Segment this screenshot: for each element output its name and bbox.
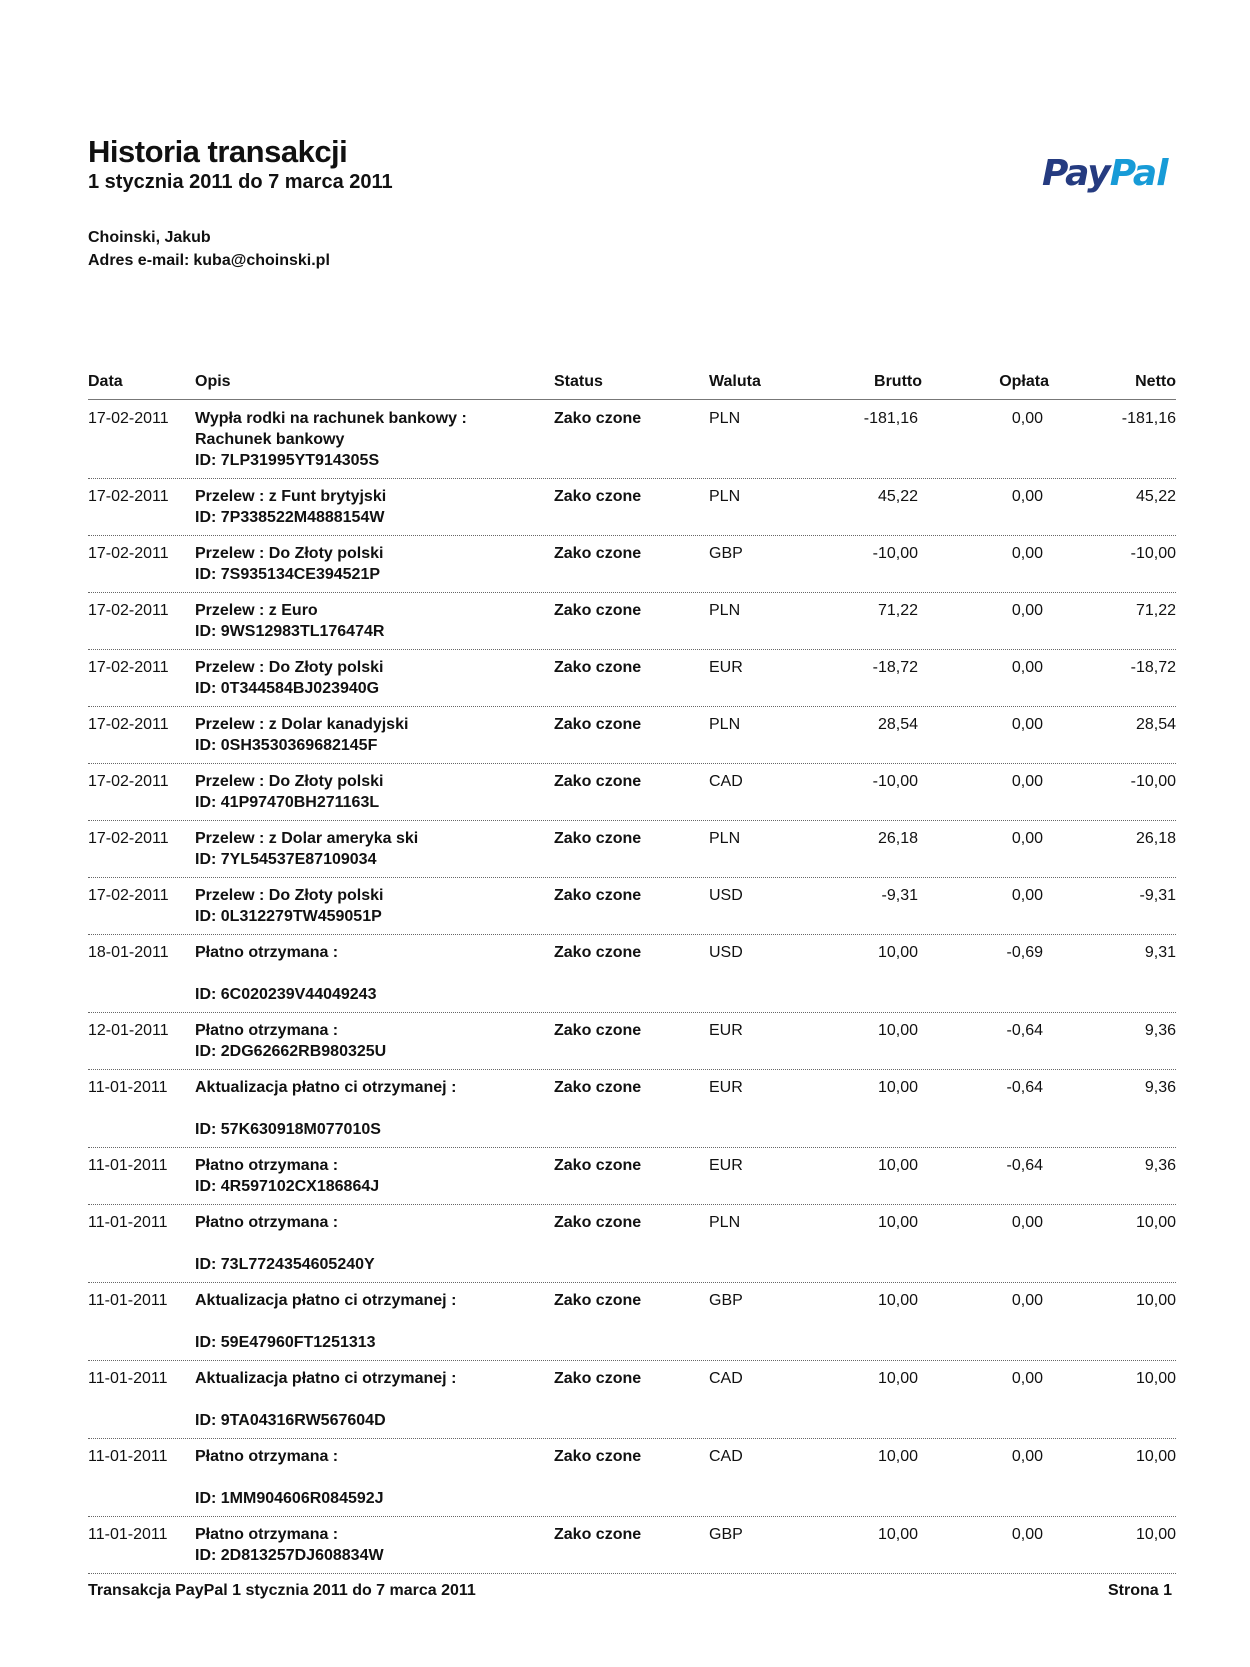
transaction-id: ID: 7LP31995YT914305S — [195, 452, 380, 469]
cell-description — [195, 600, 535, 642]
cell-gross: 10,00 — [877, 1292, 918, 1309]
cell-fee: -0,64 — [1006, 1022, 1043, 1039]
column-header-currency: Waluta — [709, 373, 761, 390]
cell-status: Zako czone — [554, 1157, 642, 1174]
transaction-id: ID: 7S935134CE394521P — [195, 566, 381, 583]
description-line: Przelew : z Dolar kanadyjski — [195, 716, 409, 733]
cell-description — [195, 1446, 535, 1509]
transaction-id: ID: 7P338522M4888154W — [195, 509, 385, 526]
cell-net: -181,16 — [1121, 410, 1176, 427]
cell-description — [195, 408, 535, 471]
transaction-id: ID: 0L312279TW459051P — [195, 908, 382, 925]
cell-status: Zako czone — [554, 1526, 642, 1543]
cell-description — [195, 1212, 535, 1275]
cell-currency: PLN — [709, 488, 741, 505]
cell-description — [195, 771, 535, 813]
transaction-id: ID: 9TA04316RW567604D — [195, 1412, 386, 1429]
table-header — [88, 373, 1176, 400]
description-line: Aktualizacja płatno ci otrzymanej : — [195, 1292, 457, 1309]
cell-fee: 0,00 — [1011, 545, 1043, 562]
cell-date: 17-02-2011 — [88, 773, 169, 790]
table-row — [88, 401, 1176, 479]
cell-currency: USD — [709, 944, 743, 961]
cell-description — [195, 885, 535, 927]
email-value: kuba@choinski.pl — [193, 252, 330, 269]
cell-date: 17-02-2011 — [88, 488, 169, 505]
cell-status: Zako czone — [554, 773, 642, 790]
cell-net: -18,72 — [1130, 659, 1176, 676]
transaction-id: ID: 2DG62662RB980325U — [195, 1043, 387, 1060]
cell-fee: 0,00 — [1011, 1214, 1043, 1231]
description-line: Płatno otrzymana : — [195, 944, 339, 961]
description-line: Przelew : Do Złoty polski — [195, 545, 384, 562]
description-line: Aktualizacja płatno ci otrzymanej : — [195, 1079, 457, 1096]
transaction-id: ID: 7YL54537E87109034 — [195, 851, 377, 868]
statement-period: 1 stycznia 2011 do 7 marca 2011 — [88, 171, 393, 193]
cell-gross: 10,00 — [877, 944, 918, 961]
cell-date: 11-01-2011 — [88, 1214, 168, 1231]
cell-gross: 10,00 — [877, 1448, 918, 1465]
cell-status: Zako czone — [554, 1022, 642, 1039]
cell-fee: 0,00 — [1011, 1448, 1043, 1465]
transaction-id: ID: 0SH3530369682145F — [195, 737, 378, 754]
table-row — [88, 536, 1176, 593]
cell-status: Zako czone — [554, 887, 642, 904]
cell-fee: 0,00 — [1011, 488, 1043, 505]
cell-status: Zako czone — [554, 488, 642, 505]
cell-date: 11-01-2011 — [88, 1370, 168, 1387]
description-line: Aktualizacja płatno ci otrzymanej : — [195, 1370, 457, 1387]
cell-fee: 0,00 — [1011, 887, 1043, 904]
cell-currency: GBP — [709, 545, 743, 562]
cell-description — [195, 1077, 535, 1140]
cell-description — [195, 1020, 535, 1062]
cell-gross: 10,00 — [877, 1022, 918, 1039]
cell-gross: -181,16 — [863, 410, 918, 427]
cell-net: 9,36 — [1144, 1022, 1176, 1039]
cell-currency: CAD — [709, 773, 743, 790]
description-line: Przelew : z Dolar ameryka ski — [195, 830, 419, 847]
cell-gross: 45,22 — [877, 488, 918, 505]
description-line — [195, 1098, 535, 1119]
account-email-line — [88, 252, 330, 270]
table-row — [88, 1517, 1176, 1574]
cell-description — [195, 942, 535, 1005]
table-row — [88, 1013, 1176, 1070]
description-line — [195, 1389, 535, 1410]
cell-currency: EUR — [709, 659, 743, 676]
cell-date: 17-02-2011 — [88, 410, 169, 427]
cell-status: Zako czone — [554, 1448, 642, 1465]
cell-description — [195, 486, 535, 528]
cell-status: Zako czone — [554, 545, 642, 562]
cell-date: 11-01-2011 — [88, 1448, 168, 1465]
transaction-id: ID: 41P97470BH271163L — [195, 794, 380, 811]
cell-net: 9,31 — [1144, 944, 1176, 961]
cell-gross: 10,00 — [877, 1079, 918, 1096]
cell-date: 17-02-2011 — [88, 716, 169, 733]
transaction-id: ID: 1MM904606R084592J — [195, 1490, 384, 1507]
transaction-id: ID: 9WS12983TL176474R — [195, 623, 385, 640]
cell-gross: -9,31 — [881, 887, 918, 904]
cell-net: -10,00 — [1130, 773, 1176, 790]
transaction-id: ID: 59E47960FT1251313 — [195, 1334, 376, 1351]
cell-date: 17-02-2011 — [88, 887, 169, 904]
table-row — [88, 821, 1176, 878]
cell-status: Zako czone — [554, 1079, 642, 1096]
description-line — [195, 1233, 535, 1254]
cell-description — [195, 1368, 535, 1431]
transaction-id: ID: 0T344584BJ023940G — [195, 680, 380, 697]
description-line: Przelew : Do Złoty polski — [195, 659, 384, 676]
cell-status: Zako czone — [554, 716, 642, 733]
cell-gross: 10,00 — [877, 1157, 918, 1174]
cell-date: 12-01-2011 — [88, 1022, 169, 1039]
cell-description — [195, 1155, 535, 1197]
cell-fee: 0,00 — [1011, 716, 1043, 733]
transaction-id: ID: 2D813257DJ608834W — [195, 1547, 384, 1564]
transaction-id: ID: 6C020239V44049243 — [195, 986, 377, 1003]
table-row — [88, 479, 1176, 536]
column-header-date: Data — [88, 373, 123, 390]
table-row — [88, 1283, 1176, 1361]
cell-net: 9,36 — [1144, 1079, 1176, 1096]
cell-gross: 10,00 — [877, 1526, 918, 1543]
description-line: Płatno otrzymana : — [195, 1157, 339, 1174]
cell-gross: 28,54 — [877, 716, 918, 733]
table-row — [88, 650, 1176, 707]
cell-status: Zako czone — [554, 830, 642, 847]
column-header-gross: Brutto — [874, 373, 922, 390]
cell-description — [195, 1290, 535, 1353]
cell-fee: 0,00 — [1011, 1370, 1043, 1387]
column-header-description: Opis — [195, 373, 231, 390]
email-label: Adres e-mail: — [88, 252, 190, 269]
cell-date: 11-01-2011 — [88, 1526, 168, 1543]
cell-fee: 0,00 — [1011, 830, 1043, 847]
cell-currency: PLN — [709, 716, 741, 733]
table-row — [88, 935, 1176, 1013]
cell-currency: PLN — [709, 830, 741, 847]
cell-date: 17-02-2011 — [88, 830, 169, 847]
logo-part-pal: Pal — [1109, 153, 1168, 194]
cell-currency: EUR — [709, 1022, 743, 1039]
description-line: Wypła rodki na rachunek bankowy : — [195, 410, 467, 427]
page-title: Historia transakcji — [88, 134, 348, 169]
description-line — [195, 1311, 535, 1332]
cell-net: 10,00 — [1135, 1214, 1176, 1231]
description-line: Płatno otrzymana : — [195, 1526, 339, 1543]
transactions-table-body — [88, 401, 1176, 1574]
cell-fee: 0,00 — [1011, 1292, 1043, 1309]
description-line: Przelew : Do Złoty polski — [195, 773, 384, 790]
cell-gross: 26,18 — [877, 830, 918, 847]
description-line: Płatno otrzymana : — [195, 1022, 339, 1039]
cell-fee: -0,64 — [1006, 1157, 1043, 1174]
description-line: Płatno otrzymana : — [195, 1448, 339, 1465]
cell-currency: PLN — [709, 1214, 741, 1231]
cell-currency: EUR — [709, 1157, 743, 1174]
cell-gross: -10,00 — [872, 773, 918, 790]
cell-status: Zako czone — [554, 1292, 642, 1309]
column-header-status: Status — [554, 373, 603, 390]
cell-gross: 71,22 — [877, 602, 918, 619]
cell-net: 10,00 — [1135, 1526, 1176, 1543]
table-row — [88, 707, 1176, 764]
cell-date: 17-02-2011 — [88, 659, 169, 676]
account-name: Choinski, Jakub — [88, 229, 211, 246]
cell-currency: EUR — [709, 1079, 743, 1096]
cell-description — [195, 543, 535, 585]
cell-date: 17-02-2011 — [88, 545, 169, 562]
cell-fee: 0,00 — [1011, 602, 1043, 619]
cell-fee: -0,64 — [1006, 1079, 1043, 1096]
description-line: Rachunek bankowy — [195, 431, 345, 448]
paypal-logo — [1042, 153, 1167, 194]
cell-currency: CAD — [709, 1448, 743, 1465]
logo-part-pay: Pay — [1042, 153, 1110, 194]
cell-status: Zako czone — [554, 944, 642, 961]
cell-currency: GBP — [709, 1292, 743, 1309]
table-row — [88, 1439, 1176, 1517]
page-number: Strona 1 — [1107, 1582, 1172, 1599]
cell-date: 11-01-2011 — [88, 1292, 168, 1309]
cell-description — [195, 714, 535, 756]
cell-status: Zako czone — [554, 1214, 642, 1231]
cell-net: 26,18 — [1135, 830, 1176, 847]
column-header-net: Netto — [1135, 373, 1176, 390]
cell-fee: 0,00 — [1011, 410, 1043, 427]
cell-status: Zako czone — [554, 410, 642, 427]
column-header-fee: Opłata — [999, 373, 1049, 390]
table-row — [88, 878, 1176, 935]
table-row — [88, 593, 1176, 650]
cell-currency: PLN — [709, 410, 741, 427]
cell-gross: -18,72 — [872, 659, 918, 676]
cell-gross: 10,00 — [877, 1214, 918, 1231]
cell-net: -9,31 — [1139, 887, 1176, 904]
cell-date: 18-01-2011 — [88, 944, 169, 961]
cell-net: 10,00 — [1135, 1448, 1176, 1465]
description-line — [195, 1467, 535, 1488]
transaction-id: ID: 57K630918M077010S — [195, 1121, 381, 1138]
cell-status: Zako czone — [554, 659, 642, 676]
cell-currency: GBP — [709, 1526, 743, 1543]
cell-fee: 0,00 — [1011, 773, 1043, 790]
description-line: Płatno otrzymana : — [195, 1214, 339, 1231]
table-row — [88, 764, 1176, 821]
cell-description — [195, 1524, 535, 1566]
transaction-id: ID: 4R597102CX186864J — [195, 1178, 380, 1195]
cell-net: 28,54 — [1135, 716, 1176, 733]
cell-date: 11-01-2011 — [88, 1157, 168, 1174]
table-row — [88, 1361, 1176, 1439]
cell-net: 71,22 — [1135, 602, 1176, 619]
cell-description — [195, 828, 535, 870]
cell-fee: 0,00 — [1011, 659, 1043, 676]
table-row — [88, 1205, 1176, 1283]
description-line — [195, 963, 535, 984]
table-row — [88, 1148, 1176, 1205]
cell-currency: CAD — [709, 1370, 743, 1387]
cell-status: Zako czone — [554, 1370, 642, 1387]
cell-status: Zako czone — [554, 602, 642, 619]
cell-net: 9,36 — [1144, 1157, 1176, 1174]
cell-date: 17-02-2011 — [88, 602, 169, 619]
transaction-id: ID: 73L7724354605240Y — [195, 1256, 375, 1273]
cell-net: 10,00 — [1135, 1292, 1176, 1309]
cell-currency: USD — [709, 887, 743, 904]
cell-fee: 0,00 — [1011, 1526, 1043, 1543]
description-line: Przelew : z Funt brytyjski — [195, 488, 387, 505]
cell-net: -10,00 — [1130, 545, 1176, 562]
cell-description — [195, 657, 535, 699]
cell-currency: PLN — [709, 602, 741, 619]
cell-net: 45,22 — [1135, 488, 1176, 505]
cell-fee: -0,69 — [1006, 944, 1043, 961]
description-line: Przelew : Do Złoty polski — [195, 887, 384, 904]
footer-title: Transakcja PayPal 1 stycznia 2011 do 7 marca 2011 — [88, 1582, 476, 1599]
description-line: Przelew : z Euro — [195, 602, 318, 619]
cell-date: 11-01-2011 — [88, 1079, 168, 1096]
cell-net: 10,00 — [1135, 1370, 1176, 1387]
cell-gross: -10,00 — [872, 545, 918, 562]
cell-gross: 10,00 — [877, 1370, 918, 1387]
table-row — [88, 1070, 1176, 1148]
